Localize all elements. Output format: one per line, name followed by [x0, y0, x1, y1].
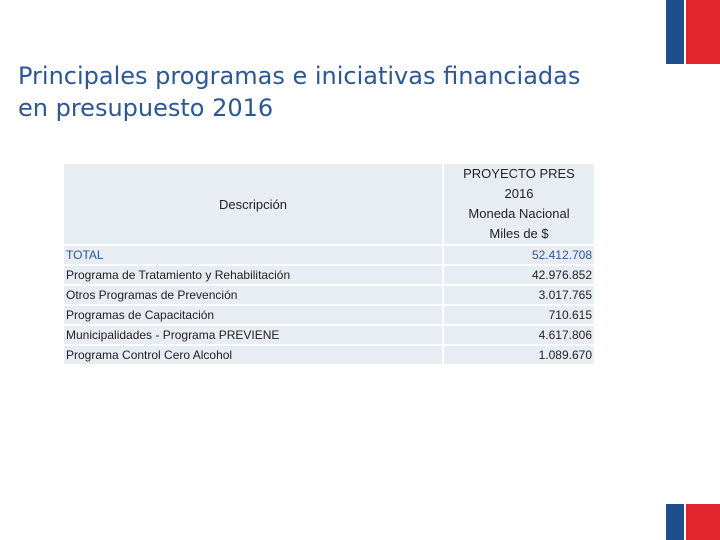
flag-red-bar [686, 504, 720, 540]
flag-blue-bar [666, 0, 684, 64]
row-value: 1.089.670 [444, 346, 594, 364]
table-row [64, 266, 594, 284]
flag-stripe-top [666, 0, 720, 64]
row-label: Programa de Tratamiento y Rehabilitación [64, 266, 442, 284]
header-amount: PROYECTO PRES 2016 Moneda Nacional Miles de $ [444, 164, 594, 244]
flag-blue-bar [666, 504, 684, 540]
row-label: Municipalidades - Programa PREVIENE [64, 326, 442, 344]
table-row-total [64, 246, 594, 264]
table-row [64, 286, 594, 304]
table-row [64, 326, 594, 344]
row-value: 42.976.852 [444, 266, 594, 284]
table-row [64, 346, 594, 364]
table-row [64, 306, 594, 324]
row-label: Programas de Capacitación [64, 306, 442, 324]
flag-red-bar [686, 0, 720, 64]
header-description: Descripción [64, 164, 442, 244]
table-header-row [64, 164, 594, 244]
budget-table [62, 162, 596, 366]
flag-stripe-bottom [666, 504, 720, 540]
slide-title: Principales programas e iniciativas financiadas en presupuesto 2016 [18, 62, 581, 122]
row-value: 710.615 [444, 306, 594, 324]
row-label: Programa Control Cero Alcohol [64, 346, 442, 364]
row-label: Otros Programas de Prevención [64, 286, 442, 304]
row-value: 52.412.708 [444, 246, 594, 264]
row-value: 4.617.806 [444, 326, 594, 344]
row-value: 3.017.765 [444, 286, 594, 304]
row-label: TOTAL [64, 246, 442, 264]
